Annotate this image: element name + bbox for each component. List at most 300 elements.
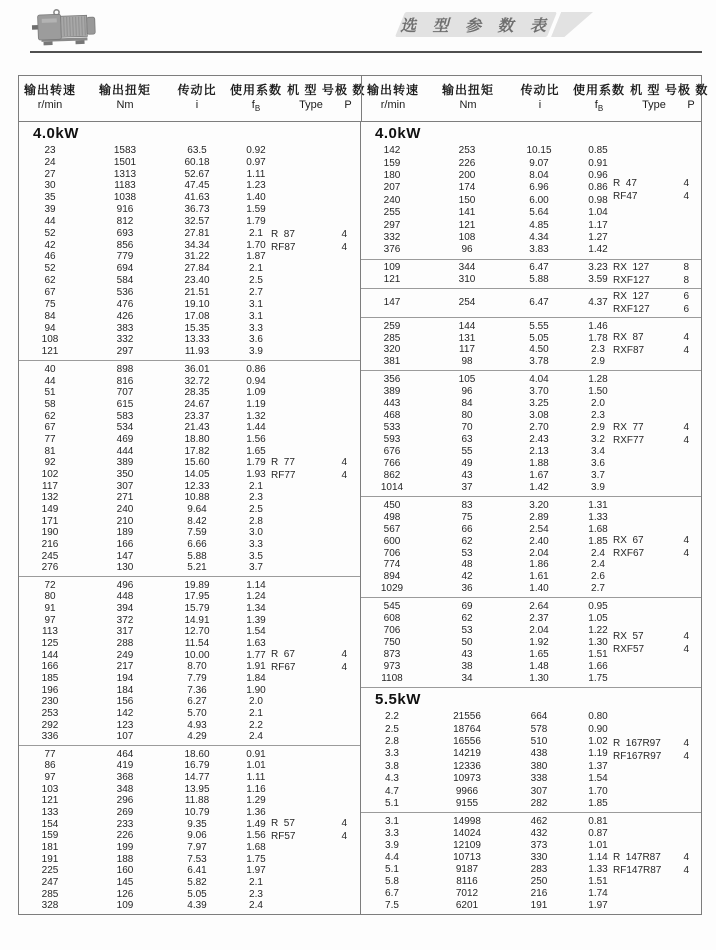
- ratio: 7.79: [187, 672, 207, 684]
- output-torque: 9966: [455, 785, 479, 797]
- pole-count: 4: [341, 456, 347, 468]
- output-torque: 350: [116, 468, 134, 480]
- output-speed: 253: [41, 707, 59, 719]
- output-speed: 276: [41, 562, 59, 574]
- ratio: 462: [530, 816, 548, 828]
- output-speed: 2.5: [385, 723, 399, 735]
- service-factor: 0.80: [588, 711, 608, 723]
- output-torque: 55: [461, 445, 473, 457]
- model-type: RX 67: [613, 535, 644, 547]
- ratio: 6.27: [187, 696, 207, 708]
- model-type: RF87: [271, 242, 296, 254]
- output-speed: 121: [41, 795, 59, 807]
- service-factor: 0.86: [246, 363, 266, 375]
- service-factor: 2.4: [591, 559, 605, 571]
- ratio: 19.89: [184, 579, 210, 591]
- model-type: RF77: [271, 469, 296, 481]
- output-torque: 142: [116, 707, 134, 719]
- output-torque: 297: [116, 346, 134, 358]
- table-row: [361, 386, 701, 397]
- header-label-en: Type: [642, 98, 666, 111]
- output-speed: 225: [41, 865, 59, 877]
- model-type: RX 57: [613, 630, 644, 642]
- service-factor: 0.95: [588, 601, 608, 613]
- ratio: 12.33: [184, 480, 210, 492]
- pole-count: 4: [683, 864, 689, 876]
- output-torque: 8116: [456, 876, 478, 888]
- output-speed: 142: [383, 145, 401, 157]
- output-speed: 144: [41, 649, 59, 661]
- service-factor: 1.37: [588, 760, 608, 772]
- ratio: 24.67: [184, 398, 210, 410]
- service-factor: 1.34: [246, 603, 266, 615]
- header-label-en: r/min: [37, 98, 63, 111]
- output-torque: 254: [458, 297, 476, 309]
- output-torque: 126: [116, 888, 134, 900]
- header-col-r/min: [362, 83, 424, 116]
- pole-count: 4: [683, 345, 689, 357]
- output-torque: 131: [458, 332, 476, 344]
- pole-count: 6: [683, 290, 689, 302]
- output-speed: 450: [383, 499, 401, 511]
- table-row: [19, 492, 360, 503]
- output-speed: 292: [41, 719, 59, 731]
- table-section: [19, 122, 360, 360]
- service-factor: 0.86: [588, 182, 608, 194]
- table-row: [361, 524, 701, 535]
- table-row: [19, 854, 360, 865]
- output-torque: 141: [458, 207, 476, 219]
- pole-count: 4: [683, 191, 689, 203]
- output-torque: 53: [461, 625, 473, 637]
- service-factor: 3.23: [588, 262, 608, 274]
- output-torque: 107: [116, 731, 134, 743]
- output-torque: 916: [116, 204, 134, 216]
- service-factor: 1.70: [588, 785, 608, 797]
- header-col-f: [225, 83, 287, 116]
- type-labels: [613, 851, 689, 877]
- service-factor: 1.16: [246, 783, 266, 795]
- output-speed: 92: [44, 457, 56, 469]
- output-torque: 109: [116, 900, 134, 912]
- service-factor: 3.7: [591, 469, 605, 481]
- output-speed: 190: [41, 527, 59, 539]
- type-labels: [271, 817, 347, 843]
- power-label: 5.5kW: [375, 690, 421, 708]
- selection-parameter-table: [18, 75, 709, 915]
- service-factor: 1.02: [588, 736, 608, 747]
- service-factor: 3.9: [591, 481, 605, 493]
- output-torque: 9155: [455, 797, 479, 809]
- table-row: [19, 504, 360, 515]
- model-type: R 57: [271, 818, 295, 830]
- service-factor: 3.1: [249, 310, 263, 322]
- table-row: [361, 724, 701, 735]
- output-torque: 108: [458, 231, 476, 243]
- table-section: [19, 745, 360, 914]
- pole-count: 4: [683, 738, 689, 750]
- table-header-right: [361, 76, 709, 121]
- service-factor: 1.30: [588, 637, 608, 649]
- service-factor: 2.6: [591, 571, 605, 583]
- service-factor: 1.75: [246, 853, 266, 865]
- output-speed: 196: [41, 684, 59, 696]
- output-speed: 125: [41, 638, 59, 649]
- output-torque: 10973: [453, 773, 481, 785]
- output-speed: 97: [44, 614, 56, 626]
- service-factor: 2.9: [591, 356, 605, 368]
- type-labels: [613, 737, 689, 763]
- table-row: [361, 876, 701, 887]
- ratio: 7.59: [187, 527, 207, 539]
- output-torque: 130: [116, 562, 134, 574]
- table-row: [361, 398, 701, 409]
- ratio: 10.00: [184, 649, 210, 661]
- service-factor: 1.63: [246, 638, 266, 649]
- output-torque: 271: [116, 492, 134, 504]
- output-torque: 217: [116, 661, 134, 673]
- output-speed: 3.1: [385, 816, 399, 828]
- ratio: 216: [530, 888, 548, 900]
- table-row: [19, 784, 360, 795]
- output-torque: 226: [458, 157, 476, 169]
- table-row: [19, 334, 360, 345]
- ratio: 5.88: [187, 550, 207, 562]
- type-labels: [271, 648, 347, 674]
- ratio: 5.82: [187, 876, 207, 888]
- ratio: 23.40: [184, 275, 210, 287]
- service-factor: 1.46: [588, 320, 608, 332]
- output-torque: 184: [116, 684, 134, 696]
- header-col-f: [568, 83, 630, 116]
- output-speed: 376: [383, 244, 401, 256]
- service-factor: 1.36: [246, 806, 266, 818]
- table-row: [361, 571, 701, 582]
- output-torque: 584: [116, 275, 134, 287]
- output-torque: 1038: [113, 192, 137, 204]
- output-speed: 81: [44, 445, 56, 457]
- output-speed: 545: [383, 601, 401, 613]
- ratio: 7.97: [187, 841, 207, 853]
- ratio: 4.85: [529, 219, 549, 231]
- service-factor: 1.19: [588, 748, 608, 760]
- service-factor: 1.56: [246, 433, 266, 445]
- service-factor: 2.7: [591, 583, 605, 595]
- output-torque: 253: [458, 145, 476, 157]
- output-speed: 2.8: [385, 736, 399, 747]
- service-factor: 1.51: [588, 876, 608, 888]
- output-torque: 98: [461, 356, 473, 368]
- table-row: [19, 720, 360, 731]
- output-speed: 2.2: [385, 711, 399, 723]
- service-factor: 1.90: [246, 684, 266, 696]
- ratio: 1.48: [529, 660, 549, 672]
- output-speed: 58: [44, 398, 56, 410]
- ratio: 18.60: [184, 748, 210, 760]
- output-speed: 6.7: [385, 888, 399, 900]
- header-label-cn: 极 数: [335, 82, 366, 97]
- table-row: [19, 551, 360, 562]
- ratio: 8.42: [187, 515, 207, 527]
- model-type: RF147R87: [613, 864, 662, 876]
- service-factor: 1.79: [246, 457, 266, 469]
- table-row: [19, 603, 360, 614]
- service-factor: 0.96: [588, 170, 608, 182]
- output-torque: 707: [116, 387, 134, 399]
- table-row: [19, 591, 360, 602]
- type-line: [271, 830, 347, 843]
- ratio: 11.93: [184, 346, 210, 358]
- output-speed: 468: [383, 410, 401, 422]
- output-speed: 147: [383, 297, 401, 309]
- service-factor: 1.66: [588, 660, 608, 672]
- ratio: 330: [530, 852, 548, 864]
- output-torque: 233: [116, 818, 134, 830]
- service-factor: 1.23: [246, 180, 266, 192]
- table-row: [361, 458, 701, 469]
- type-labels: [613, 177, 689, 203]
- ratio: 2.13: [529, 445, 549, 457]
- service-factor: 0.87: [588, 828, 608, 840]
- output-speed: 676: [383, 445, 401, 457]
- table-body: [19, 122, 701, 914]
- output-speed: 51: [44, 387, 56, 399]
- service-factor: 1.78: [588, 332, 608, 344]
- output-speed: 180: [383, 170, 401, 182]
- service-factor: 2.5: [249, 503, 263, 515]
- output-torque: 6201: [455, 899, 479, 911]
- output-torque: 1583: [113, 144, 137, 156]
- output-speed: 117: [42, 480, 58, 492]
- type-labels: [613, 290, 689, 316]
- output-speed: 774: [383, 559, 401, 571]
- output-speed: 159: [41, 830, 59, 842]
- ratio: 52.67: [184, 168, 210, 180]
- table-row: [19, 387, 360, 398]
- output-torque: 240: [116, 503, 134, 515]
- table-row: [361, 244, 701, 255]
- table-row: [361, 470, 701, 481]
- table-row: [361, 232, 701, 243]
- output-speed: 108: [41, 334, 59, 346]
- ratio: 510: [530, 736, 548, 747]
- output-torque: 75: [461, 511, 473, 523]
- service-factor: 3.5: [249, 550, 263, 562]
- table-row: [361, 356, 701, 367]
- header-col-p: [335, 82, 366, 116]
- ratio: 191: [530, 899, 548, 911]
- output-speed: 533: [383, 421, 401, 433]
- output-torque: 856: [116, 239, 134, 251]
- table-row: [361, 673, 701, 684]
- ratio: 4.34: [529, 231, 549, 243]
- service-factor: 1.01: [246, 760, 266, 772]
- output-speed: 259: [383, 320, 401, 332]
- model-type: RXF127: [613, 303, 650, 315]
- service-factor: 0.92: [246, 144, 266, 156]
- table-section: [361, 288, 701, 317]
- table-row: [361, 559, 701, 570]
- service-factor: 1.09: [246, 387, 266, 399]
- header-label-cn: 使用系数: [229, 82, 282, 97]
- output-speed: 75: [44, 298, 56, 310]
- table-row: [19, 562, 360, 573]
- header-label-cn: 输出转速: [23, 82, 76, 97]
- output-torque: 21556: [453, 711, 481, 723]
- service-factor: 1.50: [588, 386, 608, 398]
- table-row: [361, 613, 701, 624]
- ratio: 27.84: [184, 263, 210, 275]
- ratio: 17.82: [184, 445, 210, 457]
- output-torque: 372: [116, 614, 134, 626]
- service-factor: 2.0: [249, 696, 263, 708]
- table-row: [361, 786, 701, 797]
- output-torque: 66: [461, 523, 473, 535]
- ratio: 18.80: [184, 433, 210, 445]
- type-line: [613, 190, 689, 203]
- table-row: [19, 527, 360, 538]
- output-speed: 567: [383, 523, 401, 535]
- header-label-cn: 输出扭矩: [441, 82, 494, 97]
- service-factor: 1.77: [246, 649, 266, 661]
- table-row: [19, 539, 360, 550]
- model-type: RXF87: [613, 345, 645, 357]
- table-row: [19, 287, 360, 298]
- service-factor: 2.1: [249, 707, 263, 719]
- output-speed: 133: [41, 806, 59, 818]
- ratio: 1.65: [529, 648, 549, 660]
- ratio: 5.64: [529, 207, 549, 219]
- ratio: 5.05: [187, 888, 207, 900]
- header-label-cn: 使用系数: [572, 82, 625, 97]
- type-line: [271, 817, 347, 830]
- output-speed: 706: [383, 625, 401, 637]
- table-section: [361, 317, 701, 370]
- header-label-en: P: [687, 98, 695, 111]
- table-row: [361, 798, 701, 809]
- model-type: RX 127: [613, 290, 650, 302]
- output-speed: 42: [44, 239, 56, 251]
- table-section: [361, 597, 701, 686]
- output-torque: 1313: [113, 168, 137, 180]
- output-speed: 285: [41, 888, 59, 900]
- output-torque: 348: [116, 783, 134, 795]
- output-speed: 3.3: [385, 748, 399, 760]
- output-speed: 46: [44, 251, 56, 263]
- output-speed: 443: [383, 398, 401, 410]
- output-speed: 608: [383, 613, 401, 625]
- header-col-i: [512, 83, 568, 116]
- table-section: [361, 812, 701, 914]
- type-labels: [613, 534, 689, 560]
- service-factor: 1.68: [588, 523, 608, 535]
- ratio: 21.51: [184, 286, 210, 298]
- output-speed: 44: [44, 215, 56, 227]
- output-speed: 91: [44, 603, 56, 615]
- output-torque: 34: [461, 672, 473, 684]
- output-speed: 67: [44, 422, 56, 434]
- ratio: 4.93: [187, 719, 207, 731]
- header-label-en: Nm: [116, 98, 134, 111]
- output-speed: 154: [41, 818, 59, 830]
- pole-count: 4: [341, 831, 347, 843]
- ratio: 1.40: [529, 583, 549, 595]
- ratio: 2.37: [529, 613, 549, 625]
- pole-count: 4: [341, 649, 347, 661]
- ratio: 4.04: [529, 374, 549, 386]
- service-factor: 1.14: [246, 579, 266, 591]
- service-factor: 2.2: [249, 719, 263, 731]
- table-row: [19, 615, 360, 626]
- table-row: [19, 760, 360, 771]
- ratio: 13.33: [184, 334, 210, 346]
- model-type: R 77: [271, 456, 295, 468]
- type-labels: [613, 261, 689, 287]
- header-col-r/min: [19, 83, 81, 116]
- output-torque: 50: [461, 637, 473, 649]
- output-torque: 36: [461, 583, 473, 595]
- output-torque: 469: [116, 433, 134, 445]
- service-factor: 3.3: [249, 539, 263, 550]
- output-speed: 62: [44, 410, 56, 422]
- ratio: 2.04: [529, 625, 549, 637]
- output-torque: 69: [461, 601, 473, 613]
- header-label-en: $f_B$: [594, 98, 604, 114]
- output-speed: 216: [41, 539, 59, 550]
- service-factor: 1.97: [588, 899, 608, 911]
- ratio: 4.29: [187, 731, 207, 743]
- table-row: [361, 410, 701, 421]
- output-torque: 812: [116, 215, 134, 227]
- output-speed: 255: [383, 207, 401, 219]
- header-label-cn: 机 型 号: [287, 82, 335, 97]
- ratio: 36.73: [184, 204, 210, 216]
- service-factor: 2.4: [249, 731, 263, 743]
- service-factor: 1.01: [588, 840, 608, 852]
- type-line: [613, 303, 689, 316]
- output-speed: 4.4: [385, 852, 399, 864]
- ratio: 6.96: [529, 182, 549, 194]
- service-factor: 1.33: [588, 864, 608, 876]
- service-factor: 0.81: [588, 816, 608, 828]
- output-torque: 816: [116, 375, 134, 387]
- output-torque: 38: [461, 660, 473, 672]
- ratio: 1.88: [529, 457, 549, 469]
- output-torque: 121: [458, 219, 476, 231]
- type-line: [613, 750, 689, 763]
- header-col-type: [287, 83, 335, 116]
- output-speed: 166: [41, 661, 59, 673]
- ratio: 8.70: [187, 661, 207, 673]
- ratio: 17.08: [184, 310, 210, 322]
- output-torque: 80: [461, 410, 473, 422]
- output-speed: 52: [44, 263, 56, 275]
- type-labels: [613, 630, 689, 656]
- output-speed: 77: [44, 748, 56, 760]
- service-factor: 1.11: [246, 168, 266, 180]
- output-torque: 464: [116, 748, 134, 760]
- output-torque: 96: [461, 244, 473, 256]
- service-factor: 0.97: [246, 156, 266, 168]
- table-row: [361, 207, 701, 218]
- table-row: [361, 374, 701, 385]
- output-torque: 269: [116, 806, 134, 818]
- ratio: 2.40: [529, 535, 549, 547]
- table-row: [361, 900, 701, 911]
- service-factor: 2.4: [591, 547, 605, 559]
- ratio: 10.88: [184, 492, 210, 504]
- ratio: 9.06: [187, 830, 207, 842]
